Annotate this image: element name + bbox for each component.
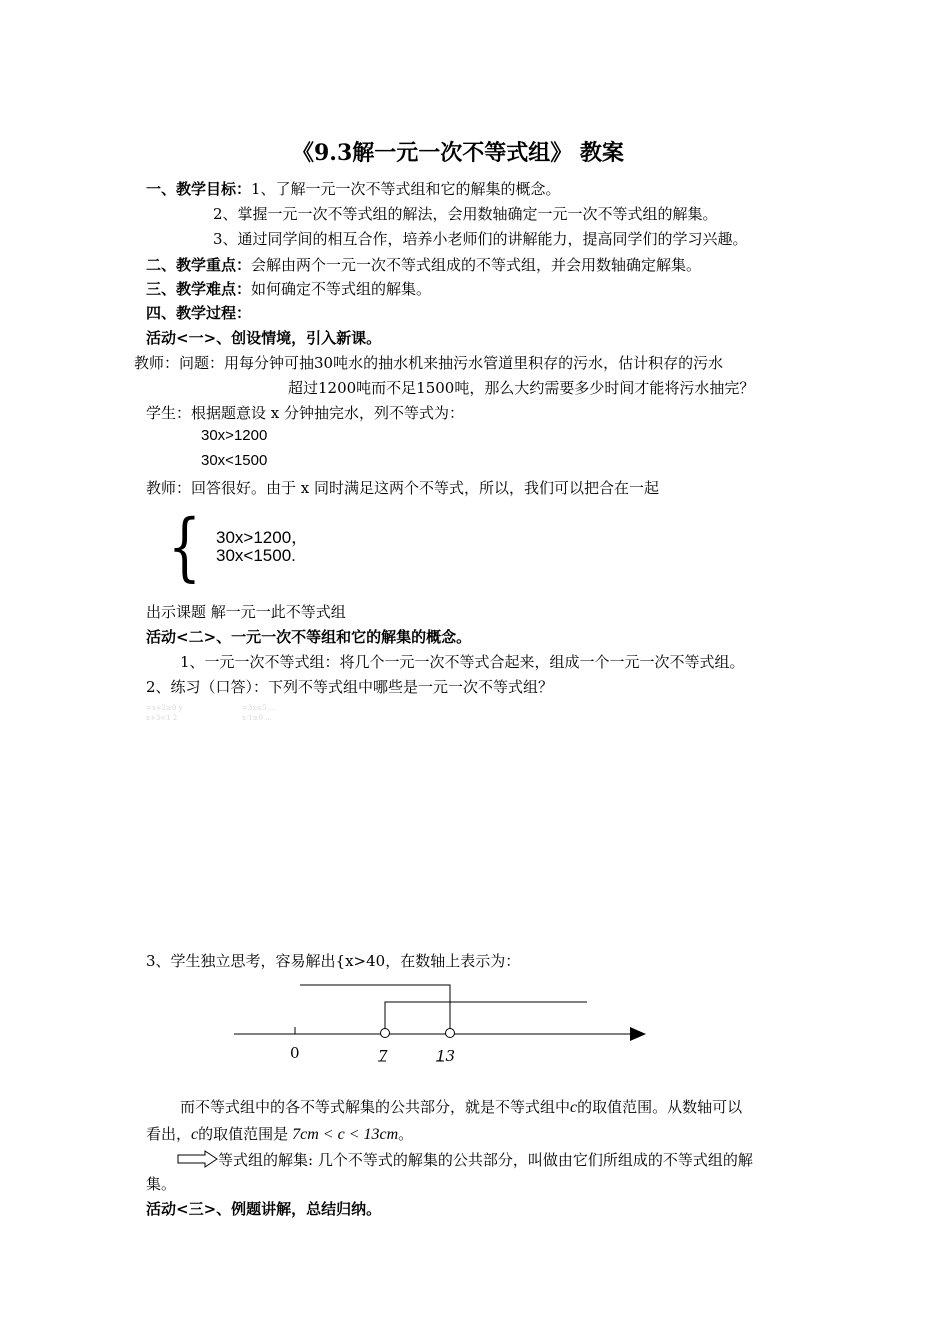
step-3-text: 3、学生独立思考，容易解出{x>40，在数轴上表示为： [146,952,521,970]
faint-text-b1: =3x≤5 ... [242,704,276,712]
activity-1-title: 活动<一>、创设情境，引入新课。 [146,329,382,347]
goal-item-1: 1、了解一元一次不等式组和它的解集的概念。 [251,180,561,198]
number-line-label-13: 13 [436,1047,456,1065]
common-part-text-c: 看出， [146,1125,192,1143]
page-title: 《9.3解一元一次不等式组》 教案 [292,140,624,166]
solution-line-upper [300,985,450,1033]
hollow-arrow-icon [177,1150,219,1168]
faint-text-a1: =x+2≥0 y [146,704,183,712]
common-part-line-2 [146,1123,413,1144]
faint-text-b2: x-1≥0 ... [242,714,272,722]
common-part-line-1 [180,1096,742,1117]
difficulty-text: 如何确定不等式组的解集。 [251,280,432,298]
show-title: 出示课题 解一元一此不等式组 [146,603,346,621]
teacher-question-line-2: 超过1200吨而不足1500吨，那么大约需要多少时间才能将污水抽完？ [288,379,755,397]
practice-question: 2、练习（口答）：下列不等式组中哪些是一元一次不等式组？ [146,678,554,696]
student-inequality-1: 30x>1200 [201,427,268,444]
common-part-text-a: 而不等式组中的各不等式解集的公共部分，就是不等式组中 [180,1098,571,1116]
teacher-answer: 教师：回答很好。由于 x 同时满足这两个不等式，所以，我们可以把合在一起 [146,479,659,497]
goal-item-2: 2、掌握一元一次不等式组的解法，会用数轴确定一元一次不等式组的解集。 [213,205,718,223]
difficulty-line [146,278,431,299]
activity-2-title: 活动<二>、一元一次不等组和它的解集的概念。 [146,628,472,646]
variable-c-2: c [191,1126,199,1143]
process-label: 四、教学过程： [146,304,252,322]
key-point-label: 二、教学重点： [146,256,252,274]
key-point-line [146,254,701,275]
definition-line-1: 等式组的解集: 几个不等式的解集的公共部分，叫做由它们所组成的不等式组的解 [218,1151,753,1169]
key-point-text: 会解由两个一元一次不等式组成的不等式组，并会用数轴确定解集。 [251,256,702,274]
variable-c: c [570,1099,578,1116]
solution-line-lower [385,1002,587,1033]
definition-line-2: 集。 [146,1175,177,1193]
open-circle-13 [446,1029,455,1038]
goals-label: 一、教学目标： [146,180,252,198]
concept-definition: 1、一元一次不等式组：将几个一元一次不等式合起来，组成一个一元一次不等式组。 [180,653,745,671]
common-part-text-b: 的取值范围。从数轴可以 [577,1098,743,1116]
number-line-label-0: 0 [290,1044,300,1062]
student-inequality-2: 30x<1500 [201,452,268,469]
open-circle-7 [381,1029,390,1038]
system-line-1: 30x>1200， [216,528,309,547]
common-part-end: 。 [398,1125,414,1143]
goals-line-1 [146,178,561,199]
common-part-text-d: 的取值范围是 [198,1125,289,1143]
system-line-2: 30x<1500. [216,546,296,565]
goal-item-3: 3、通过同学间的相互合作，培养小老师们的讲解能力，提高同学们的学习兴趣。 [213,230,748,248]
range-expression: 7cm < c < 13cm [292,1126,399,1143]
teacher-question-line-1: 教师：问题：用每分钟可抽30吨水的抽水机来抽污水管道里积存的污水，估计积存的污水 [134,354,724,372]
difficulty-label: 三、教学难点： [146,280,252,298]
number-line-label-7: 7 [378,1047,388,1065]
axis-arrow-icon [630,1027,646,1041]
student-line: 学生：根据题意设 x 分钟抽完水，列不等式为： [146,404,464,422]
faint-text-a2: x+3<1 2 [146,714,178,722]
activity-3-title: 活动<三>、例题讲解，总结归纳。 [146,1200,382,1218]
system-brace: { [168,504,201,590]
